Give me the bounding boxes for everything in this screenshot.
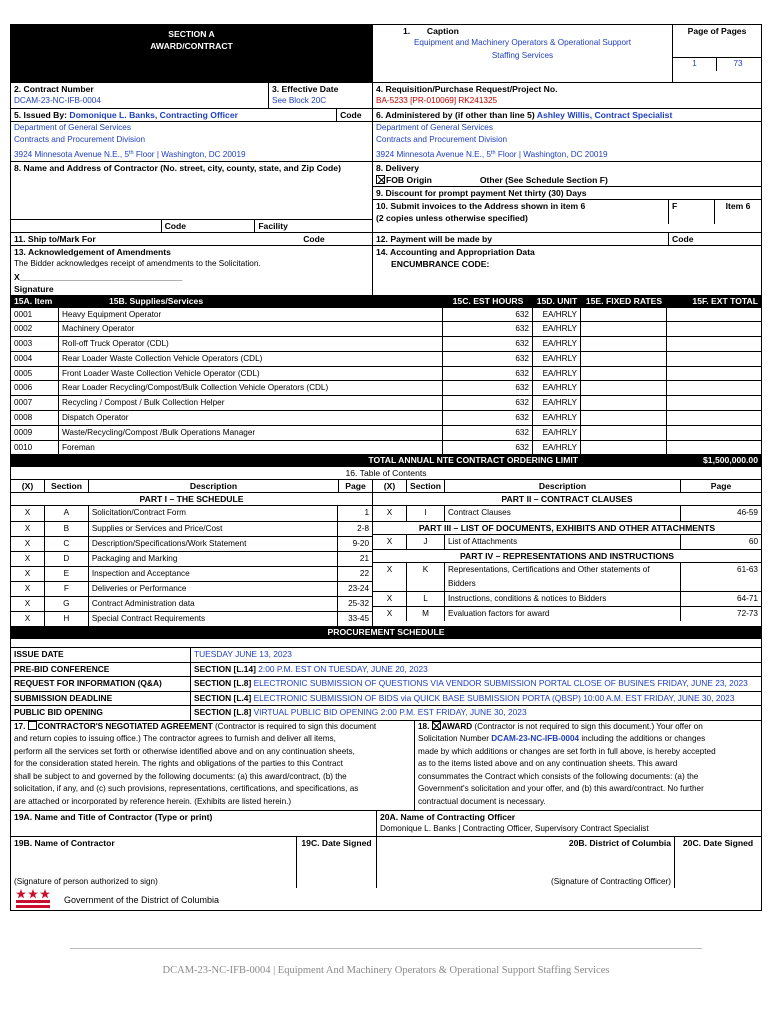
page-footer — [70, 948, 702, 976]
toc-sec: H — [45, 612, 89, 626]
supply-empty-cell — [581, 322, 667, 336]
supply-hours: 632 — [443, 367, 533, 381]
total-value: $1,500,000.00 — [703, 455, 758, 466]
caption-label: Caption — [426, 26, 459, 36]
toc-desc: Special Contract Requirements — [89, 612, 338, 626]
toc-desc: Description/Specifications/Work Statement — [89, 537, 338, 551]
supply-desc: Rear Loader Waste Collection Vehicle Operators (CDL) — [59, 352, 443, 366]
agreements-row — [11, 720, 761, 811]
supply-empty-cell — [667, 411, 761, 425]
contract-number: DCAM-23-NC-IFB-0004 — [14, 96, 101, 105]
toc-sec: C — [45, 537, 89, 551]
table-row — [11, 336, 761, 351]
agreement-text-line: solicitation, if any, and (c) such provisions, representations, certifications, and specifications, as — [14, 784, 359, 794]
supply-empty-cell — [581, 381, 667, 395]
toc-part-4: PART IV – REPRESENTATIONS AND INSTRUCTIONS — [373, 549, 761, 562]
signatures-row — [11, 836, 761, 888]
supply-unit: EA/HRLY — [533, 308, 581, 322]
section-a-header: SECTION A AWARD/CONTRACT — [11, 25, 373, 82]
supply-hours: 632 — [443, 441, 533, 455]
toc-desc: Solicitation/Contract Form — [89, 506, 338, 520]
contract-number-row: 2. Contract Number DCAM-23-NC-IFB-0004 3. Effective Date See Block 20C 4. Requisition/Purchase Request/Project No. BA-5233 [PR-010069] RK241325 — [11, 82, 761, 108]
toc-x: X — [11, 552, 45, 566]
supply-desc: Recycling / Compost / Bulk Collection Helper — [59, 396, 443, 410]
procurement-label: ISSUE DATE — [11, 648, 191, 662]
procurement-label: PRE-BID CONFERENCE — [11, 663, 191, 677]
supply-empty-cell — [581, 337, 667, 351]
supply-item: 0008 — [11, 411, 59, 425]
footer-text: DCAM-23-NC-IFB-0004 | Equipment And Machinery Operators & Operational Support Staffing Services — [162, 965, 610, 976]
toc-row — [11, 566, 372, 581]
toc-row — [11, 521, 372, 536]
supply-desc: Rear Loader Recycling/Compost/Bulk Collection Vehicle Operators (CDL) — [59, 381, 443, 395]
supply-empty-cell — [667, 381, 761, 395]
supply-hours: 632 — [443, 426, 533, 440]
total-label: TOTAL ANNUAL NTE CONTRACT ORDERING LIMIT — [368, 455, 578, 466]
procurement-header: PROCUREMENT SCHEDULE — [11, 626, 761, 639]
supply-item: 0004 — [11, 352, 59, 366]
caption-block: 1. Caption Equipment and Machinery Operators & Operational Support Staffing Services — [373, 25, 673, 82]
issuer-address: 3924 Minnesota Avenue N.E., 5th Floor | Washington, DC 20019 — [14, 149, 246, 159]
contractor-signature-box[interactable]: 19B. Name of Contractor (Signature of person authorized to sign) — [11, 837, 297, 888]
toc-sec: E — [45, 567, 89, 581]
supply-hours: 632 — [443, 381, 533, 395]
total-row — [11, 454, 761, 467]
toc-desc: Contract Administration data — [89, 597, 338, 611]
procurement-label: REQUEST FOR INFORMATION (Q&A) — [11, 677, 191, 691]
supply-unit: EA/HRLY — [533, 337, 581, 351]
contractor-row: 8. Name and Address of Contractor (No. street, city, county, state, and Zip Code) Code Facility 8. Delivery FOB Origin Other (See Schedule Section F) 9. Discount for prompt payment Net thirty (30) Days 10. Submit invoices to the Address shown in item 6 (2 copies unless otherwise specified) F Item 6 — [11, 161, 761, 232]
toc-row: X J List of Attachments 60 — [373, 534, 761, 549]
toc-left — [11, 492, 373, 626]
supply-item: 0006 — [11, 381, 59, 395]
toc-sec: A — [45, 506, 89, 520]
toc-desc: Deliveries or Performance — [89, 582, 338, 596]
award-checkbox[interactable] — [432, 721, 441, 730]
contract-form — [10, 24, 762, 911]
supply-unit: EA/HRLY — [533, 426, 581, 440]
government-name: Government of the District of Columbia — [64, 895, 220, 906]
toc-title: 16. Table of Contents — [345, 468, 427, 479]
supply-desc: Dispatch Operator — [59, 411, 443, 425]
agreement-text-line: as to the items listed above and on any continuation sheets. This award — [418, 759, 678, 769]
toc-row: X I Contract Clauses 46-59 — [373, 505, 761, 520]
supply-empty-cell — [581, 396, 667, 410]
toc-x: X — [11, 612, 45, 626]
government-row — [11, 888, 761, 910]
fob-origin-checkbox[interactable] — [376, 175, 385, 184]
table-row — [11, 366, 761, 381]
supply-desc: Machinery Operator — [59, 322, 443, 336]
supply-item: 0002 — [11, 322, 59, 336]
supply-empty-cell — [667, 308, 761, 322]
toc-desc: Supplies or Services and Price/Cost — [89, 522, 338, 536]
effective-date: See Block 20C — [272, 96, 327, 105]
ship-to-row: 11. Ship to/Mark For Code 12. Payment will be made by Code — [11, 232, 761, 245]
supply-unit: EA/HRLY — [533, 322, 581, 336]
toc-page: 2-8 — [357, 523, 370, 533]
toc-row: X K Representations, Certifications and Other statements of Bidders 61-63 — [373, 562, 761, 591]
table-row — [11, 410, 761, 425]
award-solicitation-number: DCAM-23-NC-IFB-0004 — [491, 734, 580, 744]
supply-unit: EA/HRLY — [533, 396, 581, 410]
toc-page: 23-24 — [348, 583, 370, 593]
toc-desc: Inspection and Acceptance — [89, 567, 338, 581]
procurement-row — [11, 691, 761, 706]
administered-by-name: Ashley Willis, Contract Specialist — [536, 109, 673, 120]
toc-part-1: PART I – THE SCHEDULE — [11, 492, 372, 505]
supply-empty-cell — [667, 337, 761, 351]
supply-desc: Waste/Recycling/Compost /Bulk Operations Manager — [59, 426, 443, 440]
procurement-label: PUBLIC BID OPENING — [11, 706, 191, 720]
supply-item: 0010 — [11, 441, 59, 455]
page-current: 1 — [673, 58, 717, 71]
table-row — [11, 425, 761, 440]
supply-empty-cell — [667, 367, 761, 381]
agreement-text-line: are attached or incorporated by reference herein. (Exhibits are listed herein.) — [14, 796, 292, 806]
supply-unit: EA/HRLY — [533, 381, 581, 395]
toc-sec: B — [45, 522, 89, 536]
supply-empty-cell — [667, 352, 761, 366]
supplies-header: 15A. Item 15B. Supplies/Services 15C. EST HOURS 15D. UNIT 15E. FIXED RATES 15F. EXT TOTAL — [11, 295, 761, 308]
supply-empty-cell — [667, 396, 761, 410]
toc-page: 33-45 — [348, 614, 370, 624]
toc-x: X — [11, 597, 45, 611]
toc-part-3: PART III – LIST OF DOCUMENTS, EXHIBITS AND OTHER ATTACHMENTS — [373, 521, 761, 534]
table-row — [11, 440, 761, 455]
agreement-text-line: contractual document is necessary. — [418, 796, 546, 806]
procurement-row — [11, 705, 761, 720]
table-row — [11, 351, 761, 366]
supply-unit: EA/HRLY — [533, 352, 581, 366]
supply-desc: Foreman — [59, 441, 443, 455]
agreement-text-line: made by which additions or changes are set forth in full above, is hereby accepted — [418, 746, 716, 756]
toc-row — [11, 611, 372, 626]
page-total: 73 — [733, 59, 743, 68]
supply-hours: 632 — [443, 396, 533, 410]
supply-item: 0009 — [11, 426, 59, 440]
toc-row — [11, 551, 372, 566]
procurement-value: SECTION [L.8] ELECTRONIC SUBMISSION OF QUESTIONS VIA VENDOR SUBMISSION PORTAL CLOSE OF BUSINES FRIDAY, JUNE 23, 2023 — [194, 678, 748, 689]
administrator-address: 3924 Minnesota Avenue N.E., 5th Floor | Washington, DC 20019 — [376, 149, 608, 159]
supply-empty-cell — [667, 426, 761, 440]
amendments-signature-line[interactable]: X__________________________________ — [14, 271, 183, 282]
procurement-schedule — [11, 647, 761, 720]
award-block: 18. AWARD (Contractor is not required to sign this document.) Your offer on Solicitation Number DCAM-23-NC-IFB-0004 including the additions or changes made by which additions or changes are set forth in full above, is hereby accepted as to the items listed above and on any continuation sheets. This award consummates the Contract which consists of the following documents: (a) the Government's solicitation and your offer, and (b) this award/contract. No further contractual document is necessary. — [415, 721, 761, 811]
supply-empty-cell — [581, 308, 667, 322]
supply-hours: 632 — [443, 411, 533, 425]
toc-row — [11, 536, 372, 551]
officer-date-signed[interactable]: 20C. Date Signed — [682, 838, 754, 849]
agreement-text-line: and return copies to issuing office.) The contractor agrees to furnish and deliver all items, — [14, 734, 336, 744]
supply-item: 0005 — [11, 367, 59, 381]
supply-hours: 632 — [443, 337, 533, 351]
contractor-date-signed[interactable]: 19C. Date Signed — [297, 837, 377, 888]
supply-hours: 632 — [443, 308, 533, 322]
supply-unit: EA/HRLY — [533, 441, 581, 455]
supply-item: 0007 — [11, 396, 59, 410]
requisition-number: BA-5233 [PR-010069] RK241325 — [376, 96, 498, 105]
toc-desc: Packaging and Marking — [89, 552, 338, 566]
toc-right — [373, 492, 761, 626]
contractor-address-label: 8. Name and Address of Contractor (No. street, city, county, state, and Zip Code) — [14, 163, 341, 173]
dc-flag-icon — [11, 888, 61, 910]
supply-empty-cell — [581, 441, 667, 455]
supply-empty-cell — [581, 411, 667, 425]
table-row — [11, 321, 761, 336]
supply-empty-cell — [581, 426, 667, 440]
procurement-row — [11, 662, 761, 677]
officer-signature-box[interactable]: 20B. District of Columbia (Signature of Contracting Officer) — [377, 837, 675, 888]
toc-row — [11, 581, 372, 596]
toc-sec: G — [45, 597, 89, 611]
toc-x: X — [11, 522, 45, 536]
toc-page: 25-32 — [348, 599, 370, 609]
issued-by-row: 5. Issued By: Domonique L. Banks, Contracting Officer Code Department of General Services Contracts and Procurement Division 3924 Minnesota Avenue N.E., 5th Floor | Washington, DC 20019 6. Administered by (if other than line 5) Ashley Willis, Contract Specialist Department of General Services Contracts and Procurement Division 3924 Minnesota Avenue N.E., 5th Floor | Washington, DC 20019 — [11, 108, 761, 162]
procurement-value: SECTION [L.8] VIRTUAL PUBLIC BID OPENING 2:00 P.M. EST FRIDAY, JUNE 30, 2023 — [194, 707, 527, 718]
supply-empty-cell — [667, 441, 761, 455]
procurement-label: SUBMISSION DEADLINE — [11, 692, 191, 706]
procurement-value: TUESDAY JUNE 13, 2023 — [194, 649, 292, 660]
agreement-text-line: Government's solicitation and your offer, and (b) this award/contract. No further — [418, 784, 704, 794]
agreement-text-line: for the consideration stated herein. The rights and obligations of the parties to this Contract — [14, 759, 343, 769]
contracting-officer-name: Domonique L. Banks | Contracting Officer, Supervisory Contract Specialist — [380, 824, 649, 834]
toc-x: X — [11, 537, 45, 551]
toc-page: 21 — [359, 553, 370, 563]
agreement-text-line: consummates the Contract which consists of the following documents: (a) the — [418, 771, 699, 781]
procurement-row — [11, 647, 761, 662]
toc-sec: D — [45, 552, 89, 566]
supply-hours: 632 — [443, 352, 533, 366]
toc-row: X L Instructions, conditions & notices to Bidders 64-71 — [373, 591, 761, 606]
supply-hours: 632 — [443, 322, 533, 336]
toc-row — [11, 596, 372, 611]
code-label: Code — [336, 109, 372, 121]
supply-unit: EA/HRLY — [533, 367, 581, 381]
toc-page: 9-20 — [352, 538, 370, 548]
supply-empty-cell — [581, 352, 667, 366]
table-row — [11, 308, 761, 322]
toc-x: X — [11, 567, 45, 581]
toc-page: 22 — [359, 568, 370, 578]
names-row: 19A. Name and Title of Contractor (Type or print) 20A. Name of Contracting Officer Domonique L. Banks | Contracting Officer, Supervisory Contract Specialist — [11, 810, 761, 836]
negotiated-agreement: 17. CONTRACTOR'S NEGOTIATED AGREEMENT (Contractor is required to sign this document and return copies to issuing office.) The contractor agrees to furnish and deliver all items, perform all the services set forth or otherwise identified above and on any continuation sheets, for the consideration stated herein. The rights and obligations of the parties to this Contract shall be subject to and governed by the following documents: (a) this award/contract, (b) the solicitation, if any, and (c) such provisions, representations, certifications, and specifications, as are attached or incorporated by reference herein. (Exhibits are listed herein.) — [11, 721, 415, 811]
page-of-pages: Page of Pages 1 73 — [673, 25, 761, 82]
toc-x: X — [11, 582, 45, 596]
amendments-row: 13. Acknowledgement of Amendments The Bidder acknowledges receipt of amendments to the Solicitation. X__________________________________ Signature 14. Accounting and Appropriation Data ENCUMBRANCE CODE: — [11, 245, 761, 295]
negotiated-agreement-checkbox[interactable] — [28, 721, 37, 730]
toc-header: (X) Section Description Page (X) Section Description Page — [11, 479, 761, 492]
toc-row — [11, 505, 372, 520]
supply-unit: EA/HRLY — [533, 411, 581, 425]
agreement-text-line: shall be subject to and governed by the following documents: (a) this award/contract, (b) the — [14, 771, 347, 781]
toc-part-2: PART II – CONTRACT CLAUSES — [373, 492, 761, 505]
supplies-table — [11, 308, 761, 455]
table-row — [11, 395, 761, 410]
toc-body — [11, 492, 761, 626]
procurement-row — [11, 676, 761, 691]
procurement-value: SECTION [L.14] 2:00 P.M. EST ON TUESDAY, JUNE 20, 2023 — [194, 663, 428, 674]
supply-item: 0003 — [11, 337, 59, 351]
toc-sec: F — [45, 582, 89, 596]
supply-item: 0001 — [11, 308, 59, 322]
toc-row: X M Evaluation factors for award 72-73 — [373, 606, 761, 621]
supply-empty-cell — [581, 367, 667, 381]
procurement-value: SECTION [L.4] ELECTRONIC SUBMISSION OF BIDS via QUICK BASE SUBMISSION PORTA (QBSP) 10:00 A.M. EST FRIDAY, JUNE 30, 2023 — [194, 692, 735, 703]
supply-empty-cell — [667, 322, 761, 336]
issued-by-name: Domonique L. Banks, Contracting Officer — [69, 109, 238, 120]
supply-desc: Front Loader Waste Collection Vehicle Operator (CDL) — [59, 367, 443, 381]
toc-page: 1 — [364, 508, 370, 518]
table-row — [11, 380, 761, 395]
toc-x: X — [11, 506, 45, 520]
supply-desc: Roll-off Truck Operator (CDL) — [59, 337, 443, 351]
caption-text: Equipment and Machinery Operators & Operational Support — [413, 38, 632, 47]
agreement-text-line: perform all the services set forth or otherwise identified above and on any continuation sheets, — [14, 746, 355, 756]
header-row — [11, 25, 761, 82]
supply-desc: Heavy Equipment Operator — [59, 308, 443, 322]
